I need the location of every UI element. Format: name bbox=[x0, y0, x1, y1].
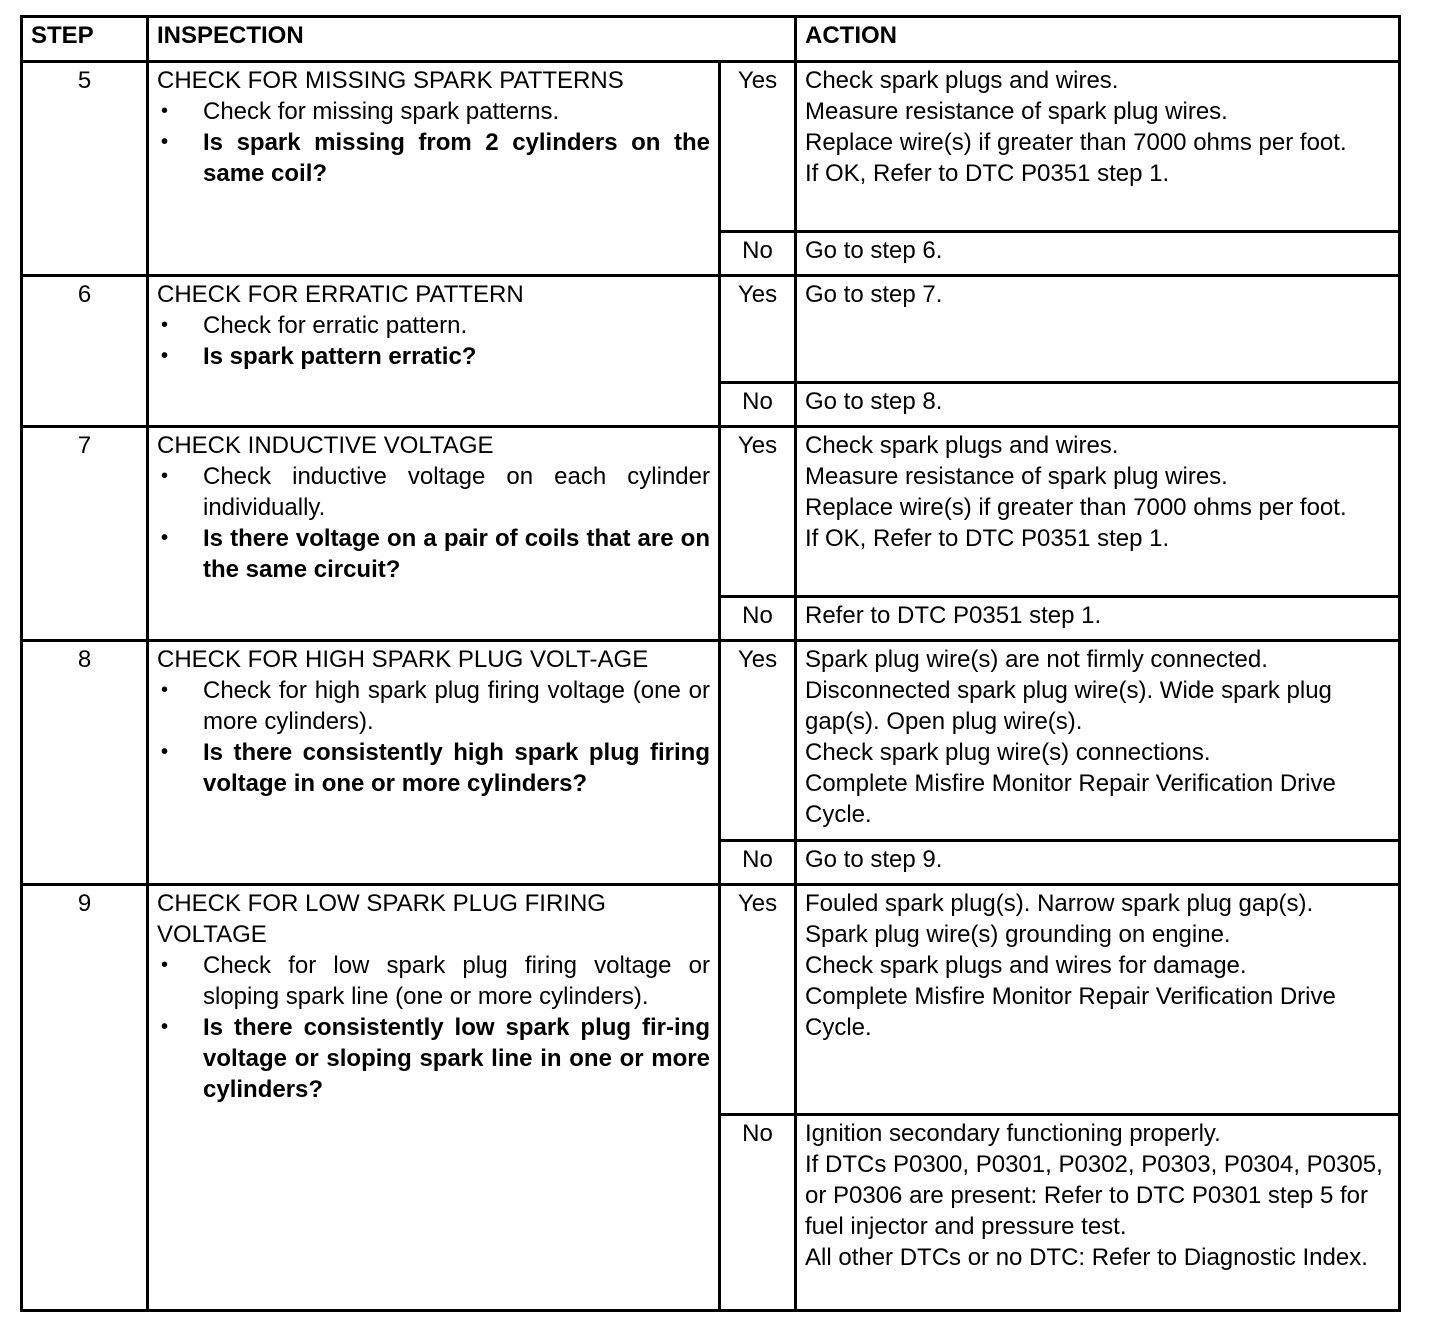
action-line: Go to step 6. bbox=[805, 237, 943, 264]
check-bullet: • Check inductive voltage on each cylinder individually. bbox=[157, 461, 710, 523]
question-bullet: • Is spark missing from 2 cylinders on the same coil? bbox=[157, 127, 710, 189]
header-row bbox=[22, 17, 1400, 62]
yes-action bbox=[796, 885, 1400, 1115]
no-action bbox=[796, 841, 1400, 885]
action-line: Replace wire(s) if greater than 7000 ohms per foot. bbox=[805, 494, 1347, 521]
inspection-column-header: INSPECTION bbox=[148, 17, 796, 62]
no-label: No bbox=[720, 232, 796, 276]
inspection-title: CHECK FOR LOW SPARK PLUG FIRING VOLTAGE bbox=[157, 890, 606, 948]
inspection-cell bbox=[148, 276, 720, 427]
inspection-title: CHECK INDUCTIVE VOLTAGE bbox=[157, 432, 494, 459]
action-column-header: ACTION bbox=[796, 17, 1400, 62]
action-line: Measure resistance of spark plug wires. bbox=[805, 463, 1228, 490]
action-line: Complete Misfire Monitor Repair Verification Drive Cycle. bbox=[805, 983, 1336, 1041]
step-number: 7 bbox=[22, 427, 148, 641]
action-line: Spark plug wire(s) grounding on engine. bbox=[805, 921, 1231, 948]
action-line: Go to step 8. bbox=[805, 388, 943, 415]
yes-label: Yes bbox=[720, 62, 796, 232]
step-number: 8 bbox=[22, 641, 148, 885]
question-bullet: • Is there voltage on a pair of coils that are on the same circuit? bbox=[157, 523, 710, 585]
action-line: Complete Misfire Monitor Repair Verification Drive Cycle. bbox=[805, 770, 1336, 828]
yes-action bbox=[796, 641, 1400, 841]
check-bullet: • Check for high spark plug firing voltage (one or more cylinders). bbox=[157, 675, 710, 737]
yes-label: Yes bbox=[720, 885, 796, 1115]
inspection-cell bbox=[148, 885, 720, 1311]
yes-label: Yes bbox=[720, 641, 796, 841]
action-line: All other DTCs or no DTC: Refer to Diagnostic Index. bbox=[805, 1244, 1368, 1271]
step-row-9 bbox=[22, 885, 1400, 1115]
no-label: No bbox=[720, 597, 796, 641]
yes-action bbox=[796, 427, 1400, 597]
action-line: Go to step 7. bbox=[805, 281, 943, 308]
diagnostic-table bbox=[20, 15, 1401, 1312]
check-bullet: • Check for erratic pattern. bbox=[157, 310, 710, 341]
no-action bbox=[796, 597, 1400, 641]
question-bullet: • Is there consistently high spark plug firing voltage in one or more cylinders? bbox=[157, 737, 710, 799]
question-bullet: • Is there consistently low spark plug fir-ing voltage or sloping spark line in one or more cylinders? bbox=[157, 1012, 710, 1105]
yes-action bbox=[796, 276, 1400, 383]
no-action bbox=[796, 232, 1400, 276]
step-row-5 bbox=[22, 62, 1400, 232]
action-line: If OK, Refer to DTC P0351 step 1. bbox=[805, 525, 1170, 552]
inspection-cell bbox=[148, 427, 720, 641]
step-number: 9 bbox=[22, 885, 148, 1311]
inspection-cell bbox=[148, 62, 720, 276]
action-line: Replace wire(s) if greater than 7000 ohms per foot. bbox=[805, 129, 1347, 156]
no-label: No bbox=[720, 383, 796, 427]
action-line: Spark plug wire(s) are not firmly connected. Disconnected spark plug wire(s). Wide spark plug gap(s). Open plug wire(s). bbox=[805, 646, 1332, 735]
no-action bbox=[796, 383, 1400, 427]
inspection-title: CHECK FOR HIGH SPARK PLUG VOLT-AGE bbox=[157, 646, 649, 673]
action-line: If DTCs P0300, P0301, P0302, P0303, P0304, P0305, or P0306 are present: Refer to DTC P0301 step 5 for fuel injector and pressure test. bbox=[805, 1151, 1383, 1240]
yes-action bbox=[796, 62, 1400, 232]
action-line: Measure resistance of spark plug wires. bbox=[805, 98, 1228, 125]
step-number: 5 bbox=[22, 62, 148, 276]
action-line: Fouled spark plug(s). Narrow spark plug gap(s). bbox=[805, 890, 1314, 917]
yes-label: Yes bbox=[720, 276, 796, 383]
action-line: Check spark plug wire(s) connections. bbox=[805, 739, 1211, 766]
step-row-6 bbox=[22, 276, 1400, 383]
inspection-title: CHECK FOR ERRATIC PATTERN bbox=[157, 281, 524, 308]
action-line: If OK, Refer to DTC P0351 step 1. bbox=[805, 160, 1170, 187]
no-label: No bbox=[720, 1115, 796, 1311]
action-line: Go to step 9. bbox=[805, 846, 943, 873]
action-line: Check spark plugs and wires. bbox=[805, 432, 1119, 459]
check-bullet: • Check for low spark plug firing voltage or sloping spark line (one or more cylinders). bbox=[157, 950, 710, 1012]
action-line: Check spark plugs and wires for damage. bbox=[805, 952, 1247, 979]
check-bullet: • Check for missing spark patterns. bbox=[157, 96, 710, 127]
inspection-cell bbox=[148, 641, 720, 885]
question-bullet: • Is spark pattern erratic? bbox=[157, 341, 710, 372]
action-line: Ignition secondary functioning properly. bbox=[805, 1120, 1221, 1147]
no-action bbox=[796, 1115, 1400, 1311]
step-column-header: STEP bbox=[22, 17, 148, 62]
action-line: Refer to DTC P0351 step 1. bbox=[805, 602, 1102, 629]
step-number: 6 bbox=[22, 276, 148, 427]
inspection-title: CHECK FOR MISSING SPARK PATTERNS bbox=[157, 67, 624, 94]
step-row-8 bbox=[22, 641, 1400, 841]
step-row-7 bbox=[22, 427, 1400, 597]
yes-label: Yes bbox=[720, 427, 796, 597]
no-label: No bbox=[720, 841, 796, 885]
action-line: Check spark plugs and wires. bbox=[805, 67, 1119, 94]
